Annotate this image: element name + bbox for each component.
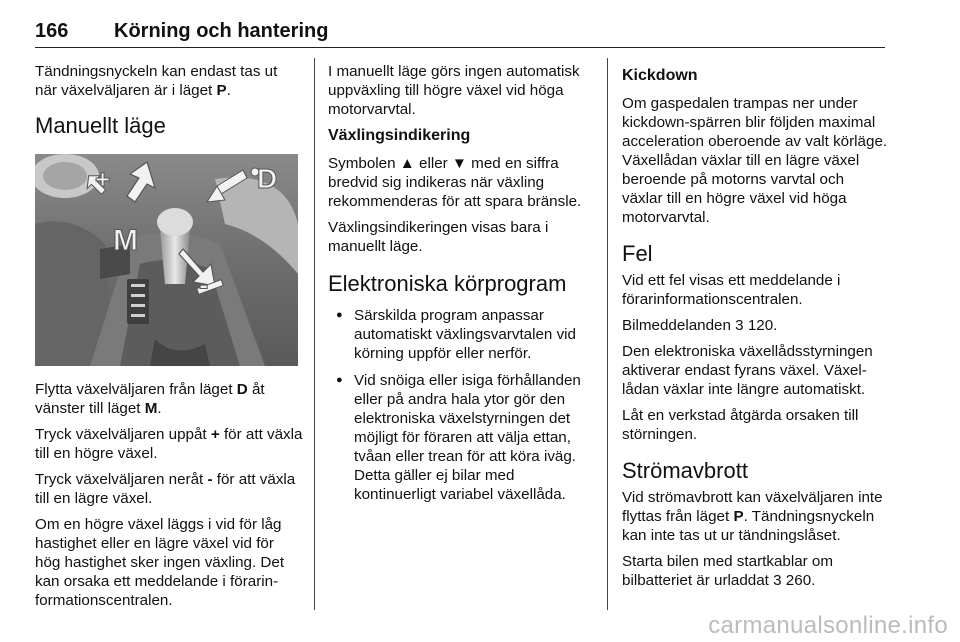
column-divider-2 bbox=[607, 58, 608, 610]
paragraph-downshift: Tryck växelväljaren neråt - för att växla till en lägre växel. bbox=[35, 471, 296, 507]
paragraph-workshop: Låt en verkstad åtgärda orsaken till störningen. bbox=[622, 407, 859, 443]
section-heading-fel: Fel bbox=[622, 241, 653, 266]
column-1 bbox=[35, 62, 303, 617]
paragraph-vehicle-messages: Bilmeddelanden 3 120. bbox=[622, 317, 778, 334]
page-number: 166 bbox=[35, 20, 69, 42]
list-item: ● Vid snöiga eller isiga förhållanden eller på andra hala ytor gör den elektroniska växelstyrningen det möjligt för föraren att välja ettan, tvåan eller trean för att köra iväg. Detta gäller ej bilar med kontinuerligt variabel växellåda. bbox=[328, 371, 594, 504]
chapter-title: Körning och hantering bbox=[114, 20, 329, 42]
paragraph-fault-message: Vid ett fel visas ett meddelande i förarinformationscentralen. bbox=[622, 272, 841, 308]
paragraph-manual-only: Växlingsindikeringen visas bara i manuellt läge. bbox=[328, 219, 549, 255]
paragraph-shift-symbol: Symbolen ▲ eller ▼ med en siffra bredvid sig indikeras när växling rekommenderas för att spara bränsle. bbox=[328, 155, 582, 210]
paragraph-jump-start: Starta bilen med startkablar om bilbatteriet är urladdat 3 260. bbox=[622, 553, 834, 589]
section-heading-korprogram: Elektroniska körprogram bbox=[328, 271, 567, 296]
subheading-kickdown: Kickdown bbox=[622, 67, 698, 84]
figure-label-minus: - bbox=[199, 269, 209, 300]
paragraph-no-upshift: I manuellt läge görs ingen automatisk uppväxling till högre växel vid höga motorvarvtal. bbox=[328, 63, 580, 118]
header-divider bbox=[35, 47, 885, 48]
column-2 bbox=[328, 62, 594, 512]
figure-label-plus: + bbox=[95, 164, 111, 194]
section-heading-manuellt: Manuellt läge bbox=[35, 113, 166, 138]
paragraph-no-shift: Om en högre växel läggs i vid för låg hastighet eller en lägre växel vid för hög hastighet sker ingen växling. Det kan orsaka ett meddelande i förarinformationscentralen. bbox=[35, 516, 285, 609]
paragraph-move-to-m: Flytta växelväljaren från läget D åt vänster till läget M. bbox=[35, 381, 265, 417]
paragraph-kickdown: Om gaspedalen trampas ner under kickdown-spärren blir följden maximal acceleration oberoende av valt körläge. Växellådan växlar till en lägre växel beroende på motorns varvtal och växlar till en högre växel vid höga motorvarvtal. bbox=[622, 95, 888, 226]
figure-label-m: M bbox=[113, 224, 138, 257]
page-ref-icon: 3 bbox=[735, 317, 744, 334]
bullet-list bbox=[328, 306, 594, 504]
figure-label-d: D bbox=[257, 163, 278, 194]
paragraph-fourth-gear: Den elektroniska växellådsstyrningen aktiverar endast fyrans växel. Växellådan växlar inte längre automatiskt. bbox=[622, 343, 873, 398]
page-ref-icon: 3 bbox=[773, 572, 782, 589]
column-3 bbox=[622, 62, 888, 597]
paragraph-power-failure: Vid strömavbrott kan växelväljaren inte flyttas från läget P. Tändningsnyckeln kan inte tas ut ur tändningslåset. bbox=[622, 489, 883, 544]
section-heading-stromavbrott: Strömavbrott bbox=[622, 458, 748, 483]
column-divider-1 bbox=[314, 58, 315, 610]
watermark: carmanualsonline.info bbox=[708, 612, 948, 639]
gear-selector-figure bbox=[35, 154, 298, 366]
page-header bbox=[35, 8, 885, 48]
intro-paragraph: Tändningsnyckeln kan endast tas ut när växelväljaren är i läget P. bbox=[35, 63, 278, 99]
paragraph-upshift: Tryck växelväljaren uppåt + för att växla till en högre växel. bbox=[35, 426, 303, 462]
list-item: ● Särskilda program anpassar automatiskt växlingsvarvtalen vid körning uppför eller nerför. bbox=[328, 306, 594, 363]
subheading-vaxlingsindikering: Växlingsindikering bbox=[328, 127, 471, 144]
